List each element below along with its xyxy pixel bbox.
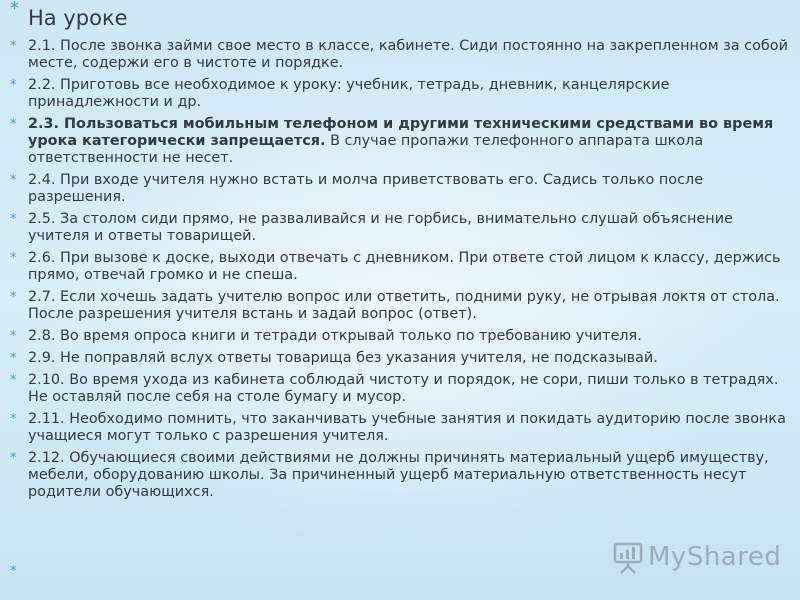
item-regular-text: 2.12. Обучающиеся своими действиями не должны причинять материальный ущерб имуществу, мебели, оборудованию школы. За причиненный ущерб материальную ответственность несут родители обучающихся. [28,450,769,500]
title-bullet-icon: * [10,0,19,19]
item-text [28,289,790,323]
list-item [10,211,790,245]
bullet-icon: * [10,212,17,227]
item-text [28,450,790,501]
item-text [28,250,790,284]
bullet-icon: * [10,451,17,466]
bullet-icon: * [10,39,17,54]
item-regular-text: 2.7. Если хочешь задать учителю вопрос или ответить, подними руку, не отрывая локтя от стола. После разрешения учителя встань и задай вопрос (ответ). [28,289,780,322]
item-text [28,77,790,111]
item-regular-text: В случае пропажи телефонного аппарата школа ответственности не несет. [28,133,704,166]
item-regular-text: 2.1. После звонка займи свое место в классе, кабинете. Сиди постоянно на закрепленном за собой месте, содержи его в чистоте и порядке. [28,38,788,71]
item-regular-text: 2.9. Не поправляй вслух ответы товарища без указания учителя, не подсказывай. [28,350,658,366]
bullet-icon: * [10,290,17,305]
bullet-icon: * [10,117,17,132]
item-text [28,328,790,345]
item-regular-text: 2.10. Во время ухода из кабинета соблюдай чистоту и порядок, не сори, пиши только в тетрадях. Не оставляй после себя на столе бумагу и мусор. [28,372,779,405]
item-text [28,172,790,206]
slide-title: На уроке [28,6,128,30]
item-text [28,350,790,367]
item-text [28,116,790,167]
item-regular-text: 2.2. Приготовь все необходимое к уроку: учебник, тетрадь, дневник, канцелярские принадлежности и др. [28,77,670,110]
list-item [10,38,790,72]
item-text [28,372,790,406]
empty-bullet-icon: * [10,564,17,579]
item-regular-text: 2.5. За столом сиди прямо, не разваливайся и не горбись, внимательно слушай объяснение учителя и ответы товарищей. [28,211,733,244]
item-text [28,38,790,72]
list-item [10,450,790,501]
list-item [10,289,790,323]
item-regular-text: 2.11. Необходимо помнить, что заканчивать учебные занятия и покидать аудиторию после звонка учащиеся могут только с разрешения учителя. [28,411,786,444]
bullet-icon: * [10,412,17,427]
list-item [10,411,790,445]
rules-list [10,38,790,506]
item-text [28,411,790,445]
watermark [612,540,781,574]
list-item [10,116,790,167]
bullet-icon: * [10,251,17,266]
list-item [10,350,790,367]
bullet-icon: * [10,329,17,344]
list-item [10,372,790,406]
item-regular-text: 2.6. При вызове к доске, выходи отвечать с дневником. При ответе стой лицом к классу, держись прямо, отвечай громко и не спеша. [28,250,781,283]
list-item [10,328,790,345]
item-text [28,211,790,245]
list-item [10,77,790,111]
item-regular-text: 2.8. Во время опроса книги и тетради открывай только по требованию учителя. [28,328,642,344]
bullet-icon: * [10,78,17,93]
bullet-icon: * [10,351,17,366]
item-regular-text: 2.4. При входе учителя нужно встать и молча приветствовать его. Садись только после разрешения. [28,172,704,205]
watermark-text: MyShared [648,542,782,572]
list-item [10,250,790,284]
myshared-logo-icon [612,540,644,574]
list-item [10,172,790,206]
title-row [10,0,128,30]
bullet-icon: * [10,373,17,388]
bullet-icon: * [10,173,17,188]
item-bold-text: 2.3. Пользоваться мобильным телефоном и другими техническими средствами во время урока категорически запрещается. [28,116,774,149]
